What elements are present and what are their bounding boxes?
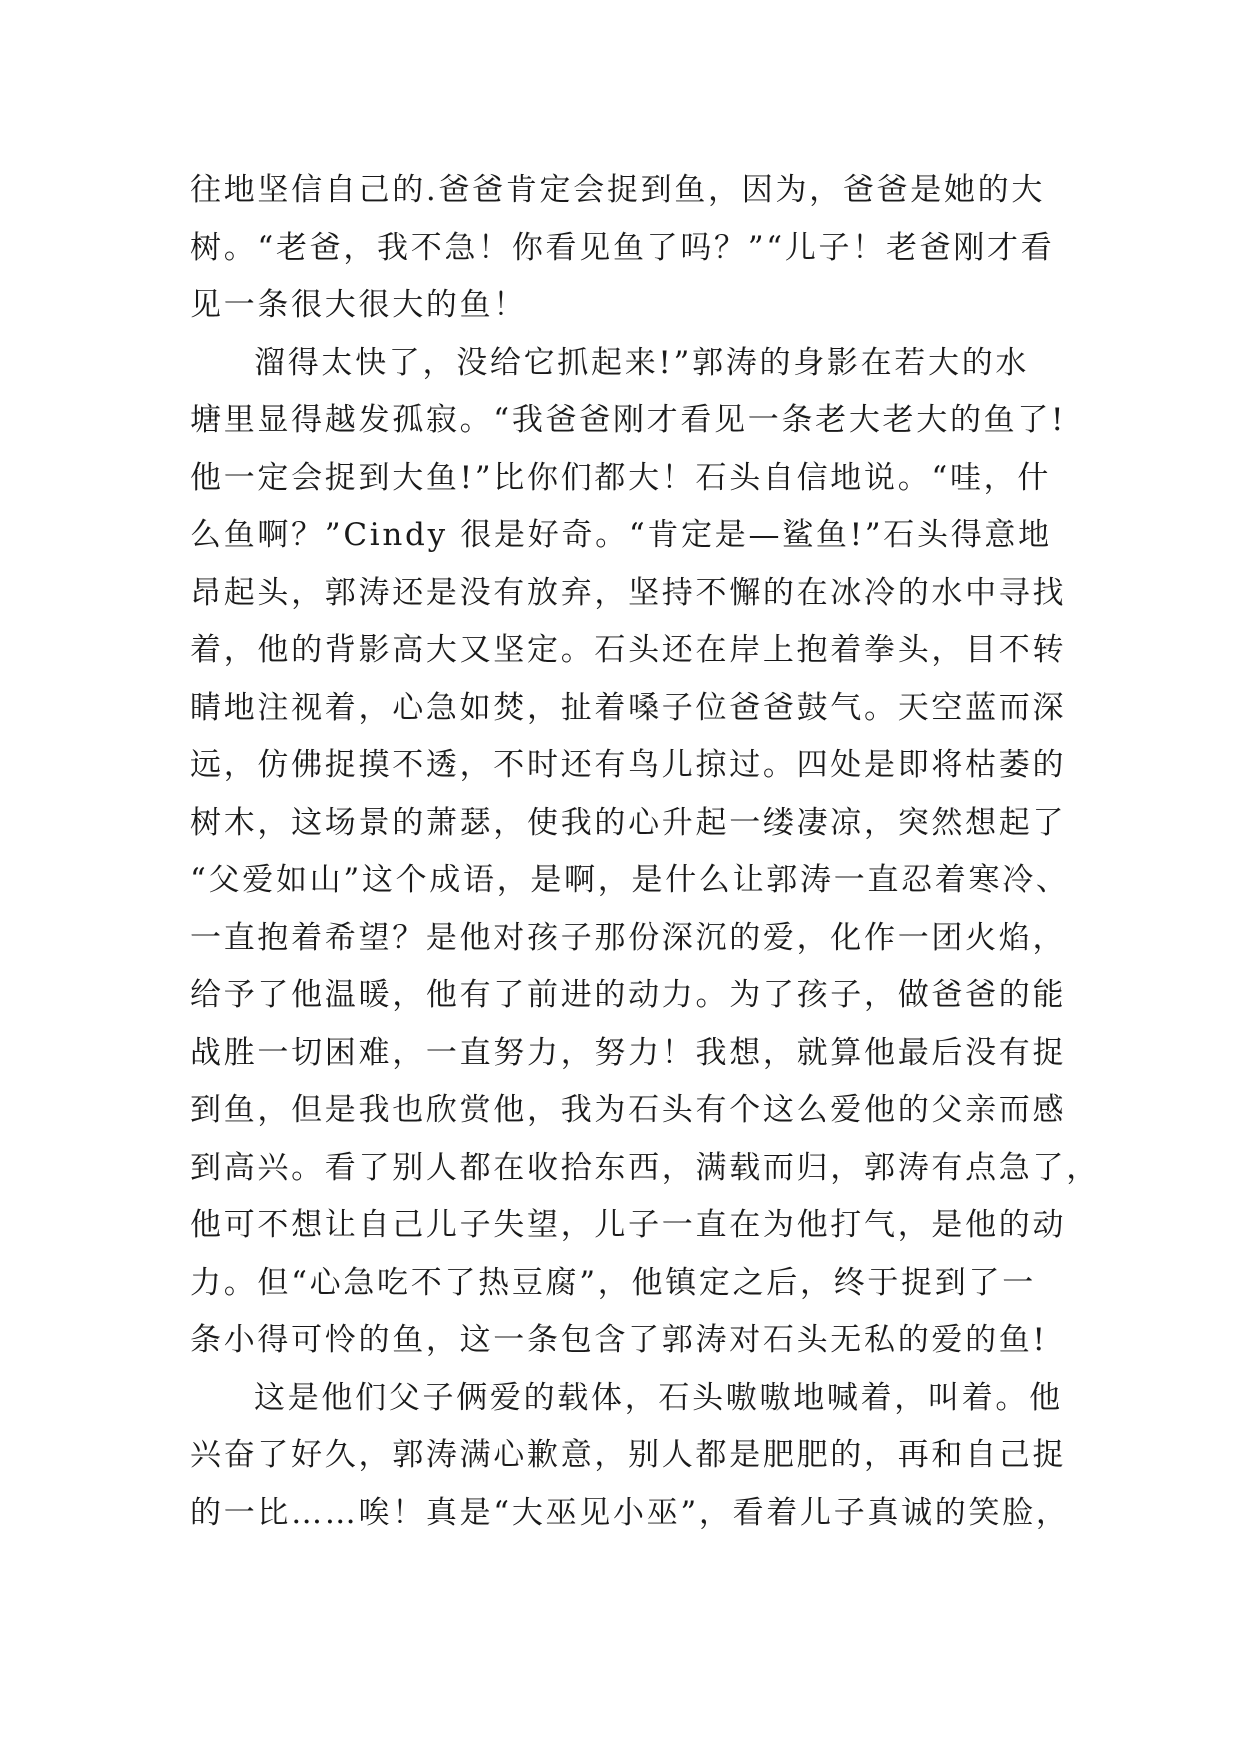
body-text (190, 162, 1100, 1542)
text-line: 战胜一切困难，一直努力，努力！我想，就算他最后没有捉 (190, 1034, 1067, 1071)
text-line: 树。“老爸，我不急！你看见鱼了吗？”“儿子！老爸刚才看 (190, 229, 1055, 266)
paragraph-start-line: 这是他们父子俩爱的载体，石头嗷嗷地喊着，叫着。他 (254, 1379, 1063, 1416)
text-line: 到鱼，但是我也欣赏他，我为石头有个这么爱他的父亲而感 (190, 1092, 1067, 1128)
text-line: 给予了他温暖，他有了前进的动力。为了孩子，做爸爸的能 (190, 977, 1067, 1013)
text-line: 着，他的背影高大又坚定。石头还在岸上抱着拳头，目不转 (190, 632, 1067, 668)
text-line: 他可不想让自己儿子失望，儿子一直在为他打气，是他的动 (190, 1207, 1067, 1243)
text-line: 力。但“心急吃不了热豆腐”，他镇定之后，终于捉到了一 (190, 1264, 1036, 1301)
text-line: 兴奋了好久，郭涛满心歉意，别人都是肥肥的，再和自己捉 (190, 1437, 1067, 1473)
text-line: “父爱如山”这个成语，是啊，是什么让郭涛一直忍着寒冷、 (190, 862, 1070, 898)
text-line: 睛地注视着，心急如焚，扯着嗓子位爸爸鼓气。天空蓝而深 (190, 689, 1067, 726)
text-line: 塘里显得越发孤寂。“我爸爸刚才看见一条老大老大的鱼了! (190, 402, 1067, 438)
text-line: 条小得可怜的鱼，这一条包含了郭涛对石头无私的爱的鱼! (190, 1322, 1048, 1358)
text-line: 往地坚信自己的.爸爸肯定会捉到鱼，因为，爸爸是她的大 (190, 172, 1046, 208)
text-line: 树木，这场景的萧瑟，使我的心升起一缕凄凉，突然想起了 (190, 804, 1067, 841)
text-line: 么鱼啊？”Cindy 很是好奇。“肯定是—鲨鱼!”石头得意地 (190, 517, 1052, 553)
text-line: 昂起头，郭涛还是没有放弃，坚持不懈的在冰冷的水中寻找 (190, 574, 1067, 611)
text-line: 到高兴。看了别人都在收拾东西，满载而归，郭涛有点急了， (190, 1149, 1100, 1186)
text-line: 他一定会捉到大鱼!”比你们都大！石头自信地说。“哇，什 (190, 459, 1052, 496)
text-line: 一直抱着希望？是他对孩子那份深沉的爱，化作一团火焰， (190, 919, 1067, 956)
text-line: 见一条很大很大的鱼！ (190, 287, 527, 323)
paragraph-start-line: 溜得太快了，没给它抓起来!”郭涛的身影在若大的水 (254, 344, 1030, 381)
text-line: 远，仿佛捉摸不透，不时还有鸟儿掠过。四处是即将枯萎的 (190, 747, 1067, 783)
text-line: 的一比……唉！真是“大巫见小巫”，看着儿子真诚的笑脸， (190, 1494, 1070, 1531)
